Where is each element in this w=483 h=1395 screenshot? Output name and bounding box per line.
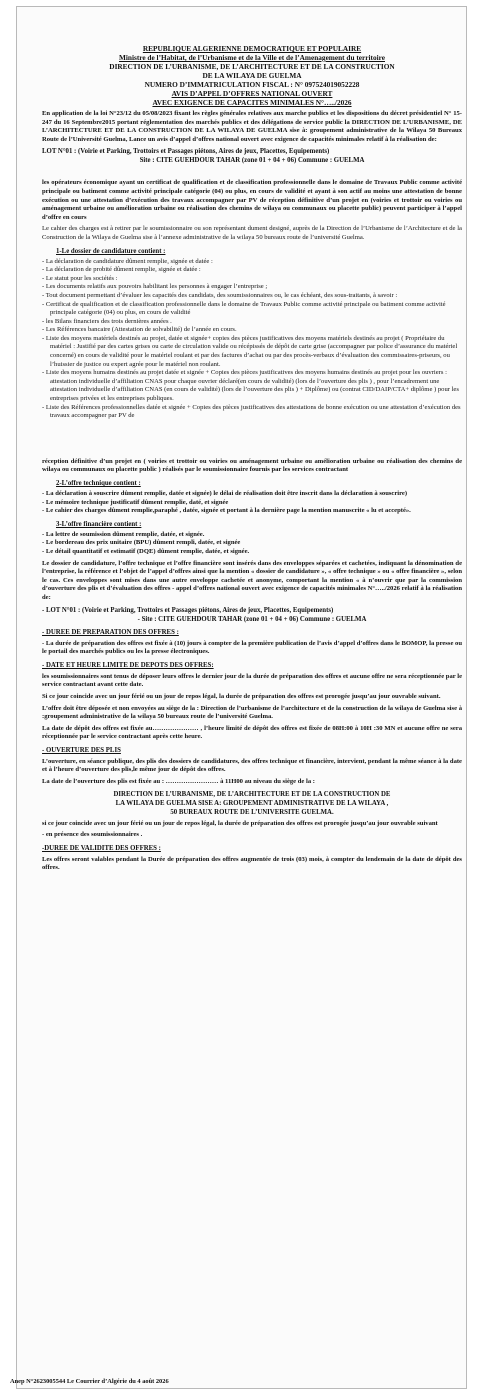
page-gap [42, 423, 462, 455]
financiere-list [42, 531, 462, 557]
section-validite-title: -DUREE DE VALIDITE DES OFFRES : [42, 844, 161, 852]
candidature-item: - La déclaration de probité dûment remplie, signée et datée : [42, 266, 201, 274]
candidature-item: - Liste des moyens humains destinés au projet datée et signée + Copies des pièces justificatives des moyens humains destinés au projet pour les ouvriers : attestation individuelle d’affiliation CNAS pour chaque ouvrier déclaré(en cours de validité) (lors de l’ouverture des plis ) , pour l’encadrement une attestation individuelle d’affiliation CNAS (en cours de validité) (lors de l’ouverture des plis ) + Diplôme) ou (contrat CID/DAIP/CTA+ diplôme ) pour les entreprises privées et les entreprises publiques. [42, 369, 459, 403]
candidature-item: - Le statut pour les sociétés : [42, 274, 118, 282]
enveloppes-paragraph: Le dossier de candidature, l’offre technique et l’offre financière sont insérés dans des enveloppes séparées et cachetées, indiquant la dénomination de l’entreprise, la référence et l’objet de l’appel d’offres ainsi que la mention « dossier de candidature », « offre technique » ou « offre financière », selon le cas. Ces enveloppes sont mises dans une autre enveloppe cachetée et anonyme, comportant la mention « à n’ouvrir que par la commission d’ouverture des plis et d’évaluation des offres - appel d’offres national ouvert avec exigence de capacités minimales N°…../2026 relatif à la réalisation de: [42, 559, 462, 601]
candidature-item: - La déclaration de candidature dûment remplie, signée et datée : [42, 257, 213, 265]
section-duree-preparation-title: - DUREE DE PREPARATION DES OFFRES : [42, 628, 179, 636]
date-limite-paragraph: L’offre doit être déposée et non envoyées au siège de la : Direction de l’urbanisme de l’architecture et de la construction de la wilaya de Guelma sise à :groupement administrative de la wilaya 50 bureaux route de l’université Guelma. [42, 704, 462, 721]
direction-line: DIRECTION DE L’URBANISME, DE L’ARCHITECTURE ET DE LA CONSTRUCTION [109, 62, 395, 71]
validite-text: Les offres seront valables pendant la Durée de préparation des offres augmentée de trois (03) mois, à compter du lendemain de la date de dépôt des offres. [42, 855, 462, 872]
financiere-item: - La lettre de soumission dûment remplie, datée, et signée. [42, 530, 205, 538]
ouverture-paragraph: L’ouverture, en séance publique, des plis des dossiers de candidatures, des offres technique et financière, intervient, pendant la même séance à la date et à l’heure d’ouverture des plis,le même jour de dépôt des offres. [42, 757, 462, 774]
ouverture-after-paragraphs [42, 820, 462, 840]
financiere-item: - Le bordereau des prix unitaire (BPU) dûment rempli, datée, et signée [42, 539, 241, 547]
candidature-item: - les Bilans financiers des trois dernières années . [42, 317, 172, 325]
ouverture-address-2: LA WILAYA DE GUELMA SISE A: GROUPEMENT ADMINISTRATIVE DE LA WILAYA , [115, 799, 389, 807]
ouverture-address-1: DIRECTION DE L’URBANISME, DE L’ARCHITECTURE ET DE LA CONSTRUCTION DE [113, 790, 391, 798]
section-financiere-title: 3-L’offre financière contient : [56, 520, 142, 528]
cahier-paragraph: Le cahier des charges est à retirer par le soumissionnaire ou son représentant dument designé, auprès de la Direction de l’Urbanisme de l’Architecture et de la Construction de la Wilaya de Guelma sise à l’annexe administrative de la wilaya 50 bureaux route de l’université Guelma. [42, 225, 462, 241]
ouverture-after-paragraph: - en présence des soumissionnaires . [42, 831, 143, 839]
republic-title: REPUBLIQUE ALGERIENNE DEMOCRATIQUE ET POPULAIRE [142, 44, 362, 53]
notice-subtitle: AVEC EXIGENCE DE CAPACITES MINIMALES N°…../2026 [152, 98, 352, 107]
site-line-2: - Site : CITE GUEHDOUR TAHAR (zone 01 + 04 + 06) Commune : GUELMA [137, 615, 367, 623]
financiere-item: - Le détail quantitatif et estimatif (DQE) dûment remplie, datée, et signée. [42, 547, 250, 555]
section-ouverture-title: - OUVERTURE DES PLIS [42, 746, 121, 754]
date-limite-paragraph: les soumissionnaires sont tenus de déposer leurs offres le dernier jour de la durée de préparation des offres et aucune offre ne sera réceptionnée par le service contractant avant cette date. [42, 672, 462, 689]
notice-title: AVIS D’APPEL D’OFFRES NATIONAL OUVERT [171, 89, 333, 98]
date-limite-paragraph: Si ce jour coincide avec un jour férié ou un jour de repos légal, la durée de préparation des offres est prorogée jusqu’au jour ouvrable suivant. [42, 692, 441, 700]
date-limite-paragraphs [42, 673, 462, 742]
technique-list [42, 490, 462, 516]
lot-line-2: - LOT N°01 : (Voirie et Parking, Trottoirs et Passages piétons, Aires de jeux, Placettes, Equipements) [42, 606, 334, 614]
lot-line: LOT N°01 : (Voirie et Parking, Trottoirs et Passages piétons, Aires de jeux, Placettes, Equipements) [42, 148, 330, 156]
ouverture-paragraph: La date de l’ouverture des plis est fixée au : …………………… à 11H00 au niveau du siège de la : [42, 778, 315, 786]
eligibility-paragraph: les opérateurs économique ayant un certificat de qualification et de classification professionnelle dans le domaine de Travaux Public comme activité principale ou batiment comme activité principale catégorie (04) ou plus, en cours de validité et ayant à son actif au moins une attestation de bonne exécution ou une attestation d’exécution des travaux accompagner par PV de réception définitive d’un projet en (voiries et trottoir ou voiries ou aménagement urbaine ou amélioration urbaine ou réalisation des chemins de wilaya ou communaux ou placette public) peuvent participer à l’appel d’offre en cours [42, 179, 462, 221]
notice-content [42, 44, 462, 876]
duree-preparation-text: - La durée de préparation des offres est fixée à (10) jours à compter de la première publication de l’avis d’appel d’offres dans le BOMOP, la presse ou le portail des marchés publics ou les la presse électroniques. [42, 639, 462, 656]
candidature-list [42, 258, 462, 421]
ouverture-after-paragraph: si ce jour coincide avec un jour férié ou un jour de repos légal, la durée de préparation des offres est prorogée jusqu’au jour ouvrable suivant [42, 819, 438, 827]
candidature-item: - Les documents relatifs aux pouvoirs habilitant les personnes à engager l’entreprise ; [42, 283, 268, 291]
section-candidature-title: 1-Le dossier de candidature contient : [56, 247, 166, 255]
site-line: Site : CITE GUEHDOUR TAHAR (zone 01 + 04 + 06) Commune : GUELMA [139, 157, 365, 165]
technique-item: - Le cahier des charges dûment remplie,paraphé , datée, signée et portant à la dernière page la mention manuscrite « lu et accepté». [42, 507, 411, 515]
wilaya-line: DE LA WILAYA DE GUELMA [202, 71, 302, 80]
candidature-item: - Les Références bancaire (Attestation de solvabilité) de l’année en cours. [42, 326, 237, 334]
fiscal-number: NUMERO D’IMMATRICULATION FISCAL : N° 097524019052228 [144, 80, 360, 89]
ouverture-paragraphs [42, 758, 462, 787]
date-limite-paragraph: La date de dépôt des offres est fixée au………………… , l’heure limité de dépôt des offres est fixée de 08H:00 à 10H :30 MN et aucune offre ne sera réceptionnée par le service contractant après cette heure. [42, 724, 462, 741]
candidature-item: - Liste des moyens matériels destinés au projet, datée et signée+ copies des pièces justificatives des moyens matériels destinés au projet ( Propriétaire du matériel : Justifié par des cartes grises ou carte de circulation valide ou récépissés de dépôt de carte grise (accompagner par police d’assurance du matériel concerné) en cours de validité pour le matériel roulant et par des factures d’achat ou par des procès-verbaux d’évaluation des commissaires-priseurs, ou l’huissier de justice ou expert agrée pour le matériel non roulant. [42, 334, 458, 368]
technique-item: - La déclaration à souscrire dûment remplie, datée et signée) le délai de réalisation doit être inscrit dans la déclaration à souscrire) [42, 490, 408, 497]
intro-paragraph: En application de la loi N°23/12 du 05/08/2023 fixant les règles générales relatives aux marche publics et les dispositions du décret présidentiel N° 15-247 du 16 Septembre2015 portant réglementation des marchés publics et des délégations de service public la DIRECTION DE L’URBANISME, DE L’ARCHITECTURE ET DE LA CONSTRUCTION DE LA WILAYA DE GUELMA sise à: groupement administrative de la Wilaya 50 Bureaux Route de l’Université Guelma, Lance un avis d’appel d’offres national ouvert avec exigence de capacités minimales relatif à la réalisation de: [42, 110, 462, 143]
ouverture-address-3: 50 BUREAUX ROUTE DE L’UNIVERSITE GUELMA. [170, 808, 334, 816]
technique-item: - Le mémoire technique justificatif dûment remplie, daté, et signée [42, 498, 229, 506]
anep-footer: Anep N°2623005544 Le Courrier d’Algérie du 4 août 2026 [10, 1378, 169, 1385]
section-date-limite-title: - DATE ET HEURE LIMITE DE DEPOTS DES OFFRES: [42, 661, 214, 669]
reception-paragraph: réception définitive d’un projet en ( voiries et trottoir ou voiries ou aménagement urbaine ou amélioration urbaine ou réalisation des chemins de wilaya ou communaux ou placette public ) réalisés par le soumissionnaire fournis par les services contractant [42, 457, 462, 474]
candidature-item: - Tout document permettant d’évaluer les capacités des candidats, des soumissionnaires ou, le cas échéant, des sous-traitants, à savoir : [42, 291, 398, 299]
candidature-item: - Liste des Références professionnelles datée et signée + Copies des pièces justificatives des attestations de bonne exécution ou une attestation d’exécution des travaux accompagner par PV de [42, 403, 461, 420]
candidature-item: - Certificat de qualification et de classification professionnelle dans le domaine de Travaux Public comme activité principale ou batiment comme activité principale catégorie (04) ou plus, en cours de validité [42, 300, 446, 317]
section-technique-title: 2-L’offre technique contient : [56, 480, 141, 487]
notice-header [42, 44, 462, 107]
ministry-line: Ministre de l’Habitat, de l’Urbanisme et de la Ville et de l’Amenagement du territoire [118, 53, 385, 62]
